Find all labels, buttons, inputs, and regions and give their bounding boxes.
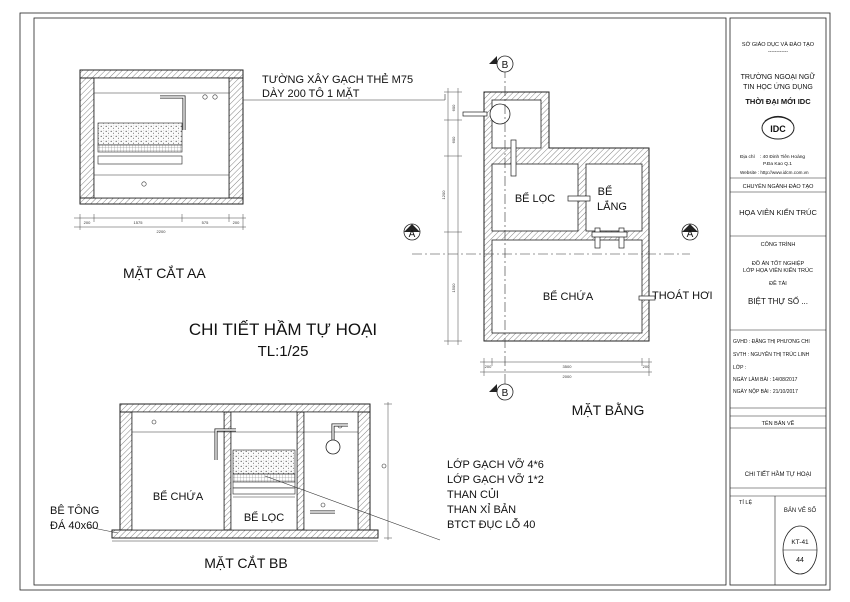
tb-start-date: NGÀY LÀM BÀI : 14/08/2017 [733,377,798,383]
bb-room-filter: BỂ LỌC [243,512,285,524]
plan-room-settle-2: LẮNG [597,201,627,213]
aa-dim-1: 1575 [133,220,143,225]
plan-dim-bottom-2: 200 [642,364,650,369]
aa-dim-0: 200 [83,220,91,225]
aa-title: MẶT CẮT AA [123,265,206,281]
plan-room-storage: BỂ CHỨA [542,291,594,303]
plan-section-marker-a-left [404,224,420,240]
plan-room-filter: BỂ LỌC [514,193,556,205]
svg-text:B: B [501,60,509,71]
plan-section-marker-b-bottom [489,384,513,400]
bb-room-storage: BỂ CHỨA [152,491,204,503]
plan-section-marker-a-right [682,224,698,240]
idc-logo [762,117,794,140]
tb-school-line2: TIN HỌC ỨNG DỤNG [743,84,813,91]
bb-concrete-line2: ĐÁ 40x60 [50,520,99,532]
svg-text:A: A [686,229,694,240]
tb-sheet-header: BẢN VẼ SỐ [783,508,817,514]
aa-wall-note-line1: TƯỜNG XÂY GẠCH THẺ M75 [262,74,414,86]
tb-topic-header: ĐỀ TÀI [769,281,787,287]
tb-address-line1: : 40 Đinh Tiên Hoàng [760,155,806,160]
tb-sheet-number: 44 [796,557,804,564]
tb-project-line2: LỚP HỌA VIÊN KIẾN TRÚC [743,268,813,274]
tb-topic: BIỆT THỰ SỐ ... [748,297,808,306]
tb-era: THỜI ĐẠI MỚI IDC [745,97,811,106]
aa-dim-2: 575 [201,220,209,225]
tb-address-label: Địa chỉ [740,155,755,160]
plan-dim-bottom-1: 3500 [562,364,572,369]
tb-submit-date: NGÀY NỘP BÀI : 21/10/2017 [733,389,798,395]
bb-concrete-line1: BÊ TÔNG [50,505,100,517]
plan-dim-left-1: 600 [451,136,456,144]
tb-dashes: ------------ [768,49,788,55]
title-block [730,18,826,585]
section-aa [74,70,445,281]
tb-lop: LỚP : [733,365,747,371]
tb-scale-header: TỈ LỆ [739,500,753,506]
bb-layer-4: BTCT ĐỤC LỖ 40 [447,519,536,531]
section-bb [50,402,544,571]
plan-vent-label: THOÁT HƠI [652,290,713,302]
tb-project-header: CÔNG TRÌNH [760,242,796,248]
tb-gvhd: GVHD : ĐẶNG THỊ PHƯƠNG CHI [733,339,810,345]
tb-dept: SỞ GIÁO DỤC VÀ ĐÀO TẠO [741,42,815,48]
plan-dim-bottom-0: 200 [484,364,492,369]
tb-drawing-name-header: TÊN BẢN VẼ [761,421,795,427]
tb-svth: SVTH : NGUYỄN THỊ TRÚC LINH [733,352,810,358]
svg-text:IDC: IDC [770,124,786,134]
bb-layer-1: LỚP GẠCH VỠ 1*2 [447,474,544,486]
plan-section-marker-b-top [489,56,513,72]
main-scale: TL:1/25 [257,343,309,360]
tb-school-line1: TRƯỜNG NGOẠI NGỮ [740,74,816,81]
plan-dim-left-0: 600 [451,104,456,112]
plan-dim-bottom-3: 2000 [562,374,572,379]
tb-drawing-name: CHI TIẾT HẦM TỰ HOẠI [744,472,812,478]
aa-dim-4: 2200 [156,229,166,234]
plan-dim-left-2: 1200 [441,190,446,200]
bb-layer-0: LỚP GẠCH VỠ 4*6 [447,459,544,471]
plan-view [404,56,713,418]
aa-wall-note-line2: DÀY 200 TÔ 1 MẶT [262,88,360,100]
bb-layer-3: THAN XỈ BẢN [447,504,517,516]
svg-text:A: A [408,229,416,240]
tb-major: HỌA VIÊN KIẾN TRÚC [739,208,817,217]
main-title: CHI TIẾT HẦM TỰ HOẠI [188,320,378,339]
bb-layer-2: THAN CỦI [447,489,499,501]
plan-title: MẶT BẰNG [571,402,645,418]
bb-title: MẶT CẮT BB [204,555,288,571]
tb-sheet-code: KT-41 [791,539,809,546]
tb-major-header: CHUYÊN NGÀNH ĐÀO TẠO [742,184,814,190]
aa-dim-3: 200 [232,220,240,225]
tb-project-line1: ĐỒ ÁN TỐT NGHIỆP [751,261,805,267]
tb-website: Website : http://www.idcm.com.vn [740,170,809,175]
plan-room-settle-1: BỂ [597,186,613,198]
tb-address-line2: P.Đa Kao Q.1 [763,162,792,167]
plan-dim-left-3: 1500 [451,283,456,293]
svg-text:B: B [501,388,509,399]
